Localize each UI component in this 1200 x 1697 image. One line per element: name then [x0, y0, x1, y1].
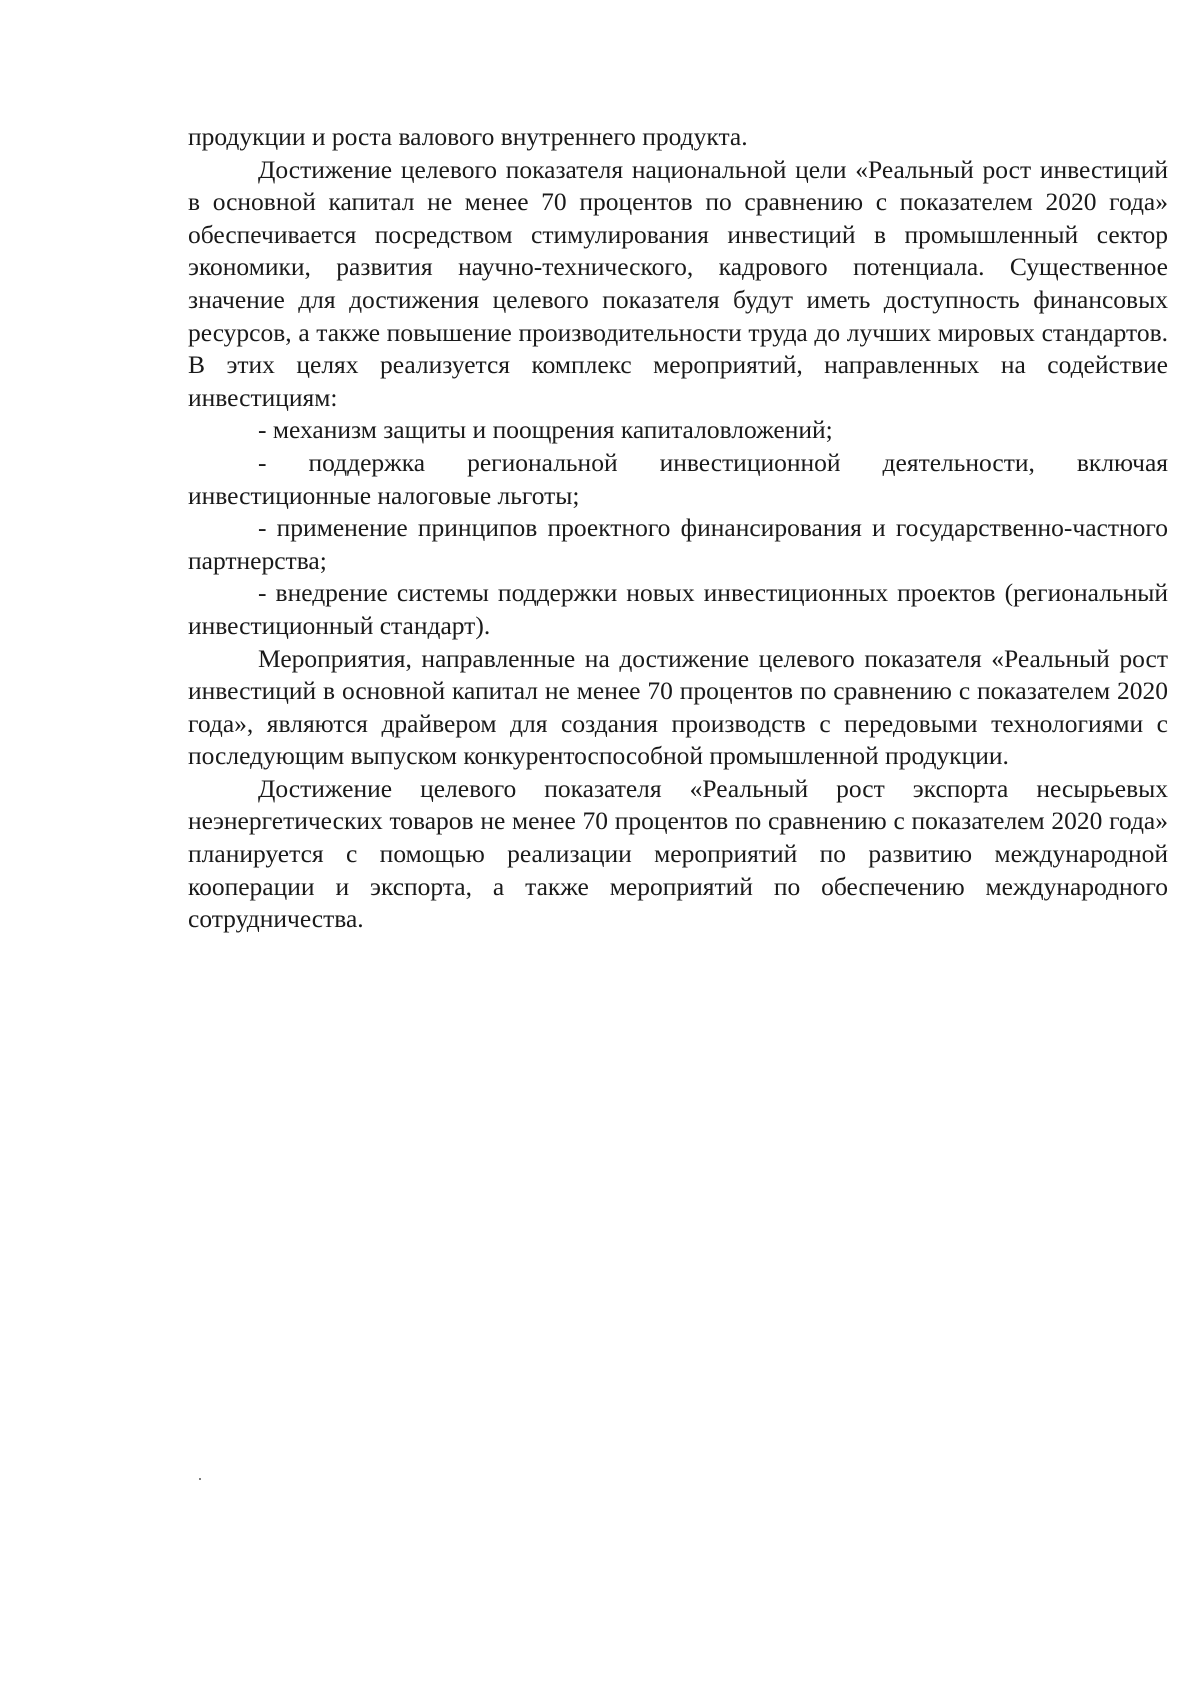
bullet-investment-standard: - внедрение системы поддержки новых инвестиционных проектов (региональный инвестиционный стандарт).: [188, 578, 1168, 640]
paragraph-continuation: продукции и роста валового внутреннего продукта.: [188, 122, 748, 151]
bullet-project-financing: - применение принципов проектного финансирования и государственно-частного партнерства;: [188, 513, 1168, 575]
bullet-capital-protection: - механизм защиты и поощрения капиталовложений;: [258, 415, 833, 445]
paragraph-investment-target: Достижение целевого показателя национальной цели «Реальный рост инвестиций в основной капитал не менее 70 процентов по сравнению с показателем 2020 года» обеспечивается посредством стимулирования инвестиций в промышленный сектор экономики, развития научно-технического, кадрового потенциала. Существенное значение для достижения целевого показателя будут иметь доступность финансовых ресурсов, а также повышение производительности труда до лучших мировых стандартов. В этих целях реализуется комплекс мероприятий, направленных на содействие инвестициям:: [188, 154, 1168, 412]
scan-speck: [199, 1478, 201, 1480]
bullet-regional-support: - поддержка региональной инвестиционной деятельности, включая инвестиционные налоговые льготы;: [188, 447, 1168, 510]
paragraph-measures-driver: Мероприятия, направленные на достижение целевого показателя «Реальный рост инвестиций в основной капитал не менее 70 процентов по сравнению с показателем 2020 года», являются драйвером для создания производств с передовыми технологиями с последующим выпуском конкурентоспособной промышленной продукции.: [188, 643, 1168, 771]
paragraph-export-target: Достижение целевого показателя «Реальный рост экспорта несырьевых неэнергетических товаров не менее 70 процентов по сравнению с показателем 2020 года» планируется с помощью реализации мероприятий по развитию международной кооперации и экспорта, а также мероприятий по обеспечению международного сотрудничества.: [188, 773, 1168, 934]
document-body: [188, 121, 1168, 936]
